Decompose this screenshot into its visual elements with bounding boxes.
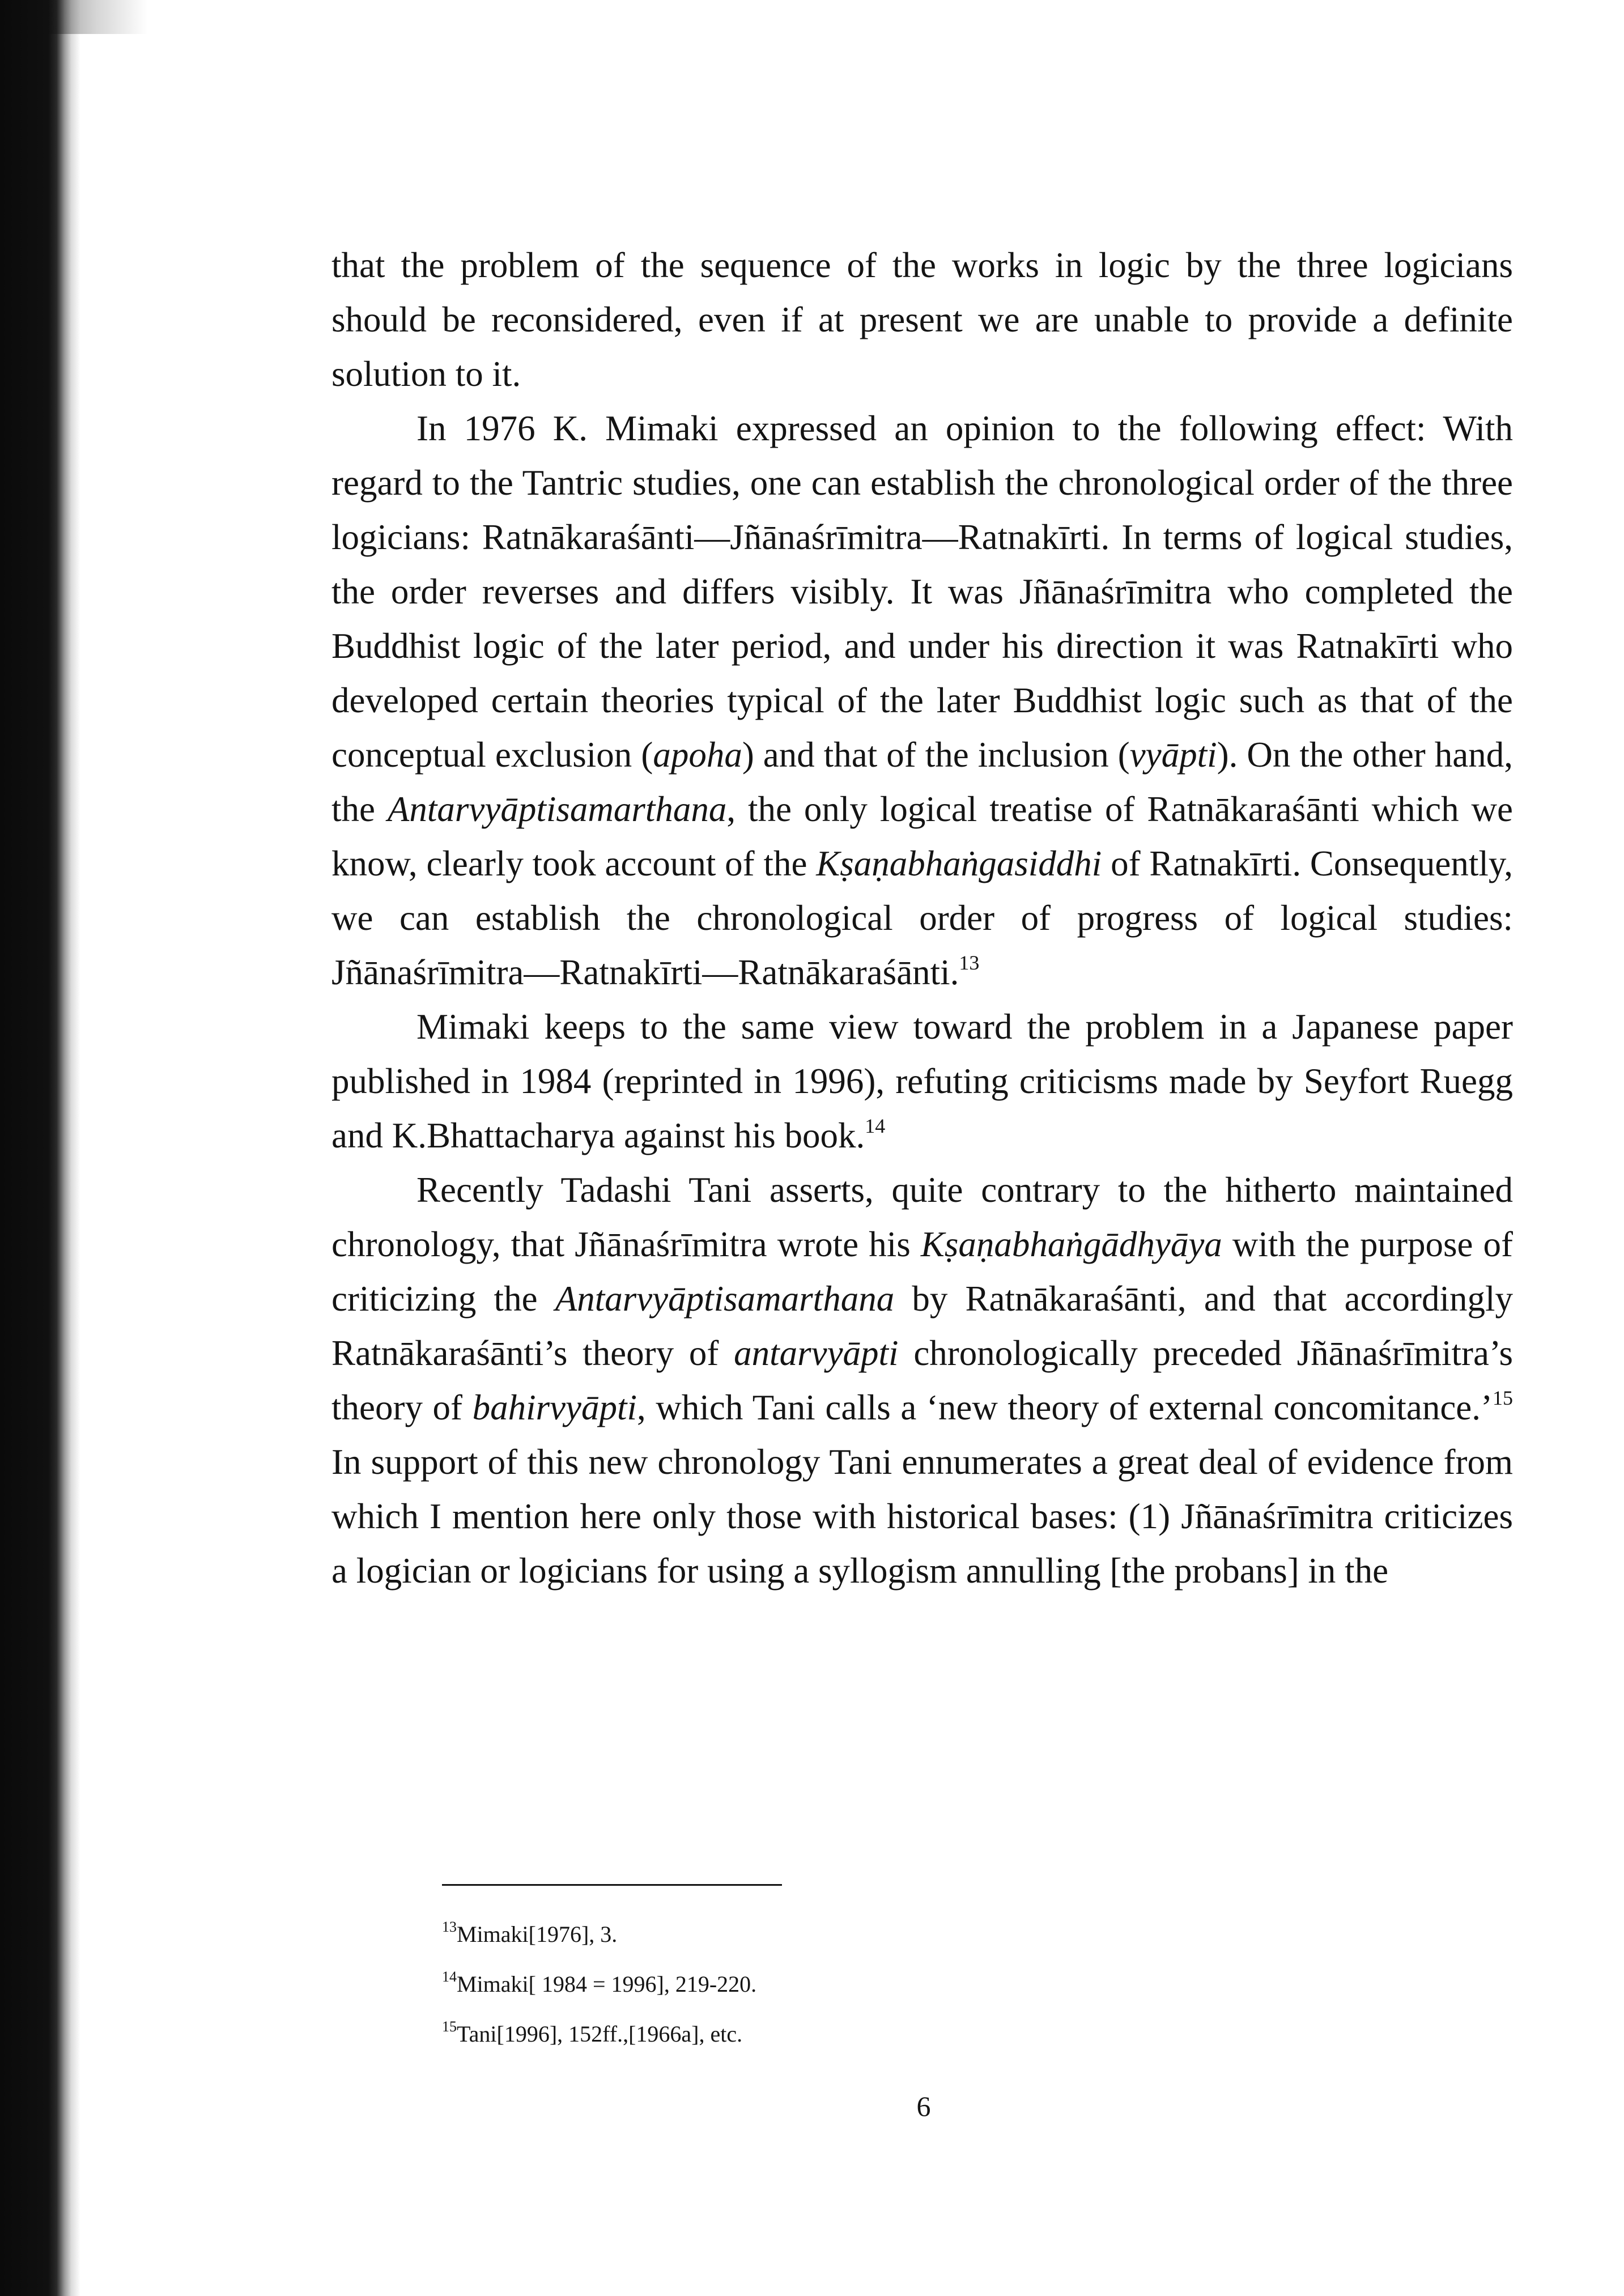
italic-term: Antarvyāptisamarthana: [387, 789, 727, 829]
paragraph: [331, 401, 1513, 1000]
footnote-number: 13: [442, 1919, 457, 1935]
text-run: of Ratnakīrti. Consequently, we can establish the chronological order of progress of logical studies: Jñānaśrīmitra—Ratnakīrti—Ratnākaraśānti.: [331, 844, 1513, 992]
page-number: 6: [916, 2090, 931, 2122]
footnote-14: [442, 1959, 1235, 2009]
italic-term: antarvyāpti: [734, 1333, 899, 1373]
footnote-ref: 15: [1493, 1387, 1513, 1409]
footnote-13: [442, 1910, 1235, 1959]
footnote-text: Tani[1996], 152ff.,[1966a], etc.: [457, 2021, 743, 2047]
text-run: chronologically preceded Jñānaśrīmitra’s theory of: [331, 1333, 1513, 1427]
footnote-number: 14: [442, 1968, 457, 1985]
italic-term: bahirvyāpti: [472, 1388, 637, 1427]
text-run: In support of this new chronology Tani ennumerates a great deal of evidence from which I mention here only those with historical bases: (1) Jñānaśrīmitra criticizes a logician or logicians for using a syllogism annulling [the probans] in the: [331, 1442, 1513, 1591]
italic-term: Kṣaṇabhaṅgādhyāya: [920, 1224, 1222, 1264]
text-run: , the only logical treatise of Ratnākaraśānti which we know, clearly took account of the: [331, 789, 1513, 883]
italic-term: vyāpti: [1129, 735, 1217, 775]
footnote-15: [442, 2009, 1235, 2059]
text-run: In 1976 K. Mimaki expressed an opinion to the following effect: With regard to the Tantric studies, one can establish the chronological order of the three logicians: Ratnākaraśānti—Jñānaśrīmitra—Ratnakīrti. In terms of logical studies, the order reverses and differs visibly. It was Jñānaśrīmitra who completed the Buddhist logic of the later period, and under his direction it was Ratnakīrti who developed certain theories typical of the later Buddhist logic such as that of the conceptual exclusion (: [331, 409, 1513, 775]
text-run: ). On the other hand, the: [331, 735, 1514, 829]
footnote-ref: 13: [959, 951, 980, 974]
footnote-number: 15: [442, 2018, 457, 2035]
scanner-edge-corner: [0, 0, 147, 34]
page-body: [331, 238, 1513, 1598]
footnote-separator: [442, 1884, 782, 1886]
footnote-ref: 14: [865, 1115, 886, 1137]
footnote-text: Mimaki[1976], 3.: [457, 1921, 618, 1947]
text-run: Mimaki keeps to the same view toward the problem in a Japanese paper published in 1984 (reprinted in 1996), refuting criticisms made by Seyfort Ruegg and K.Bhattacharya against his book.: [331, 1007, 1513, 1155]
text-run: , which Tani calls a ‘new theory of external concomitance.’: [637, 1388, 1493, 1427]
italic-term: Antarvyāptisamarthana: [555, 1279, 895, 1319]
paragraph: [331, 1163, 1513, 1598]
text-run: with the purpose of criticizing the: [331, 1224, 1513, 1319]
main-text: [331, 238, 1513, 1598]
footnotes: [442, 1910, 1235, 2059]
text-run: by Ratnākaraśānti, and that accordingly Ratnākaraśānti’s theory of: [331, 1279, 1513, 1373]
text-run: that the problem of the sequence of the works in logic by the three logicians should be reconsidered, even if at present we are unable to provide a definite solution to it.: [331, 245, 1513, 394]
text-run: ) and that of the inclusion (: [742, 735, 1130, 775]
italic-term: Kṣaṇabhaṅgasiddhi: [816, 844, 1102, 883]
scanner-edge-shadow: [0, 0, 85, 2296]
paragraph: [331, 238, 1513, 401]
footnote-text: Mimaki[ 1984 = 1996], 219-220.: [457, 1971, 757, 1997]
text-run: Recently Tadashi Tani asserts, quite contrary to the hitherto maintained chronology, that Jñānaśrīmitra wrote his: [331, 1170, 1513, 1264]
italic-term: apoha: [653, 735, 742, 775]
paragraph: [331, 1000, 1513, 1163]
